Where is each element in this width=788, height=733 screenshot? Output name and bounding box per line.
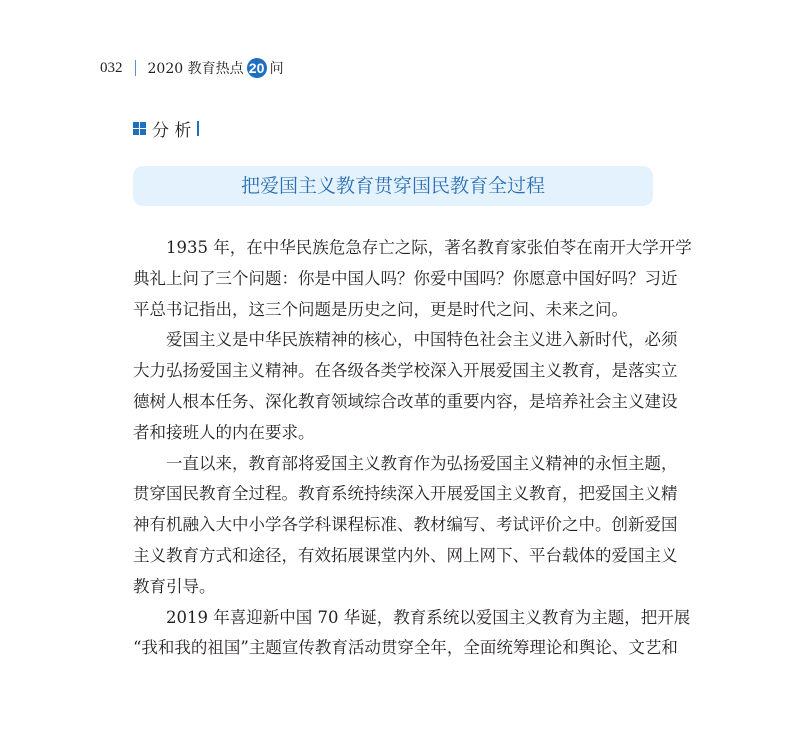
heading-bar-decoration — [197, 121, 199, 136]
text-line: 主义教育方式和途径，有效拓展课堂内外、网上网下、平台载体的爱国主义 — [133, 545, 678, 565]
article-body — [133, 236, 692, 667]
text-line: 一直以来，教育部将爱国主义教育作为弘扬爱国主义精神的永恒主题， — [166, 453, 678, 473]
text-line: 平总书记指出，这三个问题是历史之问，更是时代之问、未来之问。 — [133, 299, 628, 319]
text-line: 神有机融入大中小学各学科课程标准、教材编写、考试评价之中。创新爱国 — [133, 515, 678, 535]
text-line: 大力弘扬爱国主义精神。在各级各类学校深入开展爱国主义教育，是落实立 — [133, 361, 678, 381]
text-line: 者和接班人的内在要求。 — [133, 422, 315, 442]
text-line: 德树人根本任务、深化教育领域综合改革的重要内容，是培养社会主义建设 — [133, 391, 678, 411]
section-heading — [133, 116, 199, 141]
text-line: 爱国主义是中华民族精神的核心，中国特色社会主义进入新时代，必须 — [166, 330, 678, 350]
book-title-number-badge: 20 — [247, 58, 267, 78]
text-line: 2019 年喜迎新中国 70 华诞，教育系统以爱国主义教育为主题，把开展 — [166, 607, 691, 627]
text-line: 典礼上问了三个问题：你是中国人吗？你爱中国吗？你愿意中国好吗？习近 — [133, 268, 678, 288]
text-line: 1935 年，在中华民族危急存亡之际，著名教育家张伯苓在南开大学开学 — [166, 238, 692, 257]
grid-squares-icon — [133, 122, 146, 135]
header-divider — [135, 60, 136, 76]
page-number: 032 — [100, 59, 123, 76]
book-title-suffix: 问 — [269, 61, 284, 77]
text-line: “我和我的祖国”主题宣传教育活动贯穿全年，全面统筹理论和舆论、文艺和 — [133, 638, 678, 658]
text-line: 教育引导。 — [133, 576, 216, 596]
text-line: 贯穿国民教育全过程。教育系统持续深入开展爱国主义教育，把爱国主义精 — [133, 484, 678, 504]
book-title-prefix: 2020 教育热点 — [147, 61, 244, 77]
section-title: 分 析 — [152, 121, 192, 141]
article-title-banner: 把爱国主义教育贯穿国民教育全过程 — [133, 166, 653, 206]
running-header — [100, 58, 284, 78]
